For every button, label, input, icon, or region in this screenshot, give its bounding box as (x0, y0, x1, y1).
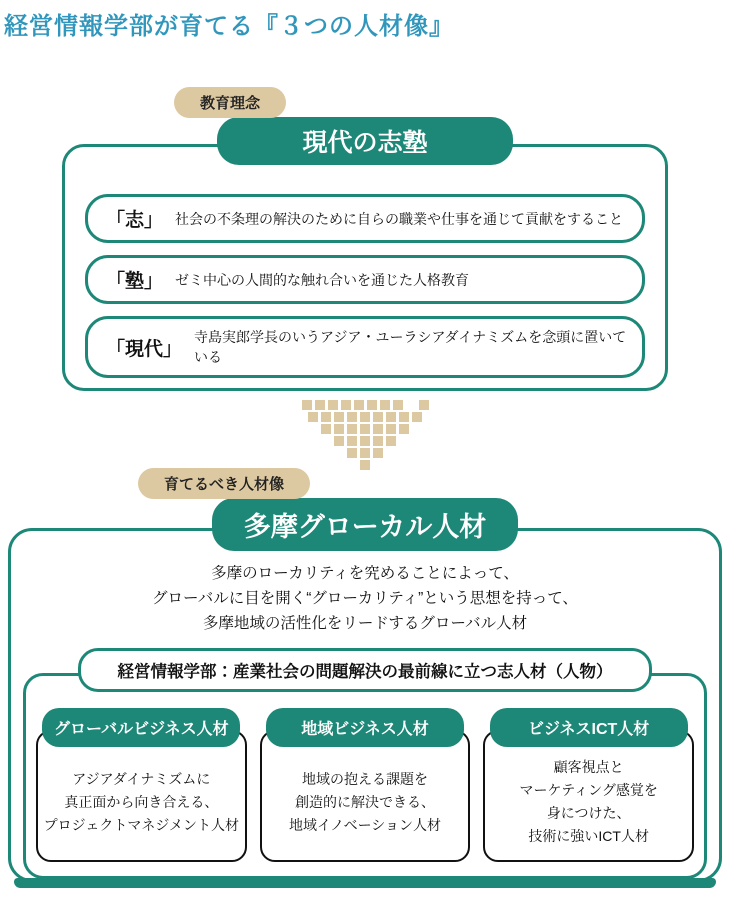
persona-line: 真正面から向き合える、 (64, 793, 219, 810)
philosophy-item-label: 「志」 (106, 210, 164, 231)
mosaic-row (321, 424, 409, 434)
persona-line: 技術に強いICT人材 (528, 828, 649, 844)
vision-description (11, 561, 719, 636)
department-pill: 経営情報学部：産業社会の問題解決の最前線に立つ志人材（人物） (78, 648, 652, 692)
philosophy-badge: 教育理念 (174, 87, 286, 118)
persona-description (483, 730, 694, 862)
philosophy-item-gendai (85, 316, 645, 378)
philosophy-item-text: 寺島実郎学長のいうアジア・ユーラシアダイナミズムを念頭に置いている (194, 329, 627, 365)
persona-regional-business (260, 708, 471, 862)
persona-title: グローバルビジネス人材 (42, 708, 240, 747)
philosophy-banner: 現代の志塾 (217, 117, 513, 165)
vision-description-line: 多摩地域の活性化をリードするグローバル人材 (202, 615, 528, 632)
philosophy-item-label: 「現代」 (106, 338, 183, 360)
vision-description-line: グローバルに目を開く“グローカリティ”という思想を持って、 (152, 590, 578, 607)
philosophy-item-label: 「塾」 (106, 271, 164, 292)
personas-box (23, 673, 707, 879)
mosaic-row (347, 448, 383, 458)
philosophy-section (62, 87, 668, 391)
philosophy-item-juku (85, 255, 645, 304)
personas-columns (36, 708, 694, 862)
persona-description (36, 730, 247, 862)
persona-line: 創造的に解決できる、 (295, 793, 435, 810)
persona-line: 身につけた、 (546, 805, 631, 821)
mosaic-row (302, 400, 429, 410)
philosophy-item-text: ゼミ中心の人間的な触れ合いを通じた人格教育 (175, 271, 470, 288)
vision-description-line: 多摩のローカリティを究めることによって、 (211, 565, 519, 582)
persona-description (260, 730, 471, 862)
philosophy-item-text: 社会の不条理の解決のために自らの職業や仕事を通じて貢献をすること (175, 210, 624, 227)
department-area (23, 648, 707, 879)
down-arrow-mosaic-icon (302, 400, 429, 470)
mosaic-row (308, 412, 422, 422)
philosophy-item-kokorozashi (85, 194, 645, 243)
persona-line: 顧客視点と (553, 759, 624, 775)
persona-global-business (36, 708, 247, 862)
mosaic-row (360, 460, 370, 470)
vision-banner: 多摩グローカル人材 (212, 498, 518, 551)
philosophy-box (62, 144, 668, 391)
persona-title: ビジネスICT人材 (490, 708, 688, 747)
page-title: 経営情報学部が育てる『３つの人材像』 (4, 13, 454, 40)
persona-line: アジアダイナミズムに (72, 770, 211, 787)
persona-title: 地域ビジネス人材 (266, 708, 464, 747)
persona-line: マーケティング感覚を (519, 782, 658, 798)
section-base-bar (14, 878, 716, 888)
vision-section (8, 468, 722, 882)
persona-line: 地域の抱える課題を (302, 770, 428, 787)
persona-line: プロジェクトマネジメント人材 (43, 816, 239, 833)
persona-business-ict (483, 708, 694, 862)
mosaic-row (334, 436, 396, 446)
vision-box (8, 528, 722, 882)
persona-line: 地域イノベーション人材 (288, 816, 442, 833)
vision-badge: 育てるべき人材像 (138, 468, 310, 499)
